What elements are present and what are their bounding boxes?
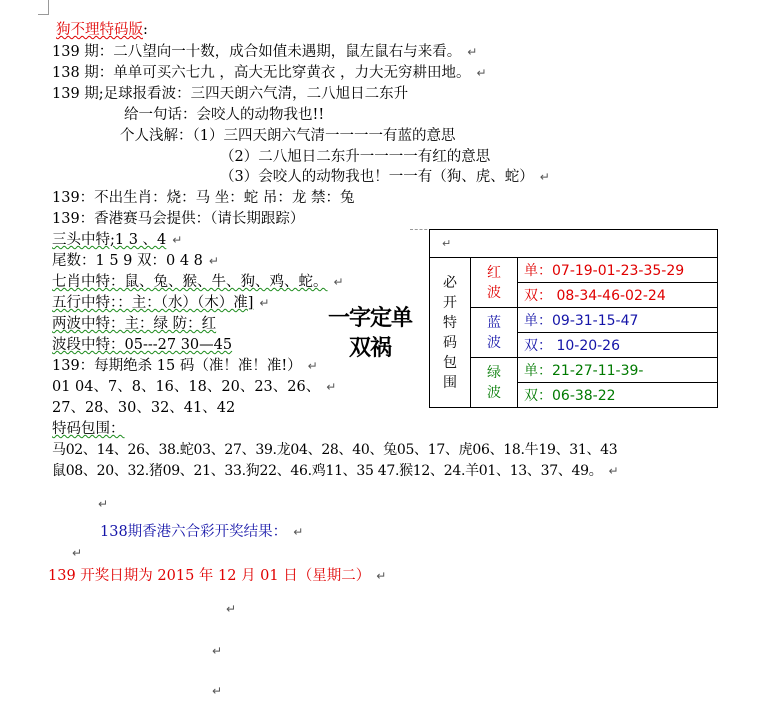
text-line-21 (52, 461, 618, 481)
line-text: 七肖中特：鼠、兔、猴、牛、狗、鸡、蛇。 (52, 274, 328, 290)
line-text: 两波中特：主：绿 防：红 (52, 316, 217, 332)
line-text: 139 期：二八望向一十数，成合如值未遇期，鼠左鼠右与来看。 (52, 44, 462, 60)
return-mark: ↵ (172, 233, 183, 247)
text-line-20 (52, 440, 617, 460)
line-text: 给一句话：会咬人的动物我也!! (124, 107, 325, 123)
text-line-6 (220, 147, 490, 167)
return-mark: ↵ (72, 546, 83, 560)
red-wave-label (471, 258, 518, 308)
text-line-14 (52, 314, 216, 334)
return-mark: ↵ (467, 45, 478, 59)
text-line-17 (52, 377, 336, 397)
return-mark: ↵ (212, 644, 223, 658)
red-wave-text: 红波 (487, 264, 501, 301)
text-line-9 (52, 209, 304, 229)
return-mark: ↵ (307, 359, 318, 373)
text-line-16 (52, 356, 318, 376)
text-line-1 (52, 42, 477, 62)
return-mark: ↵ (442, 237, 452, 250)
blue-wave-text: 蓝波 (487, 314, 501, 351)
green-single: 单：21-27-11-39- (524, 363, 644, 379)
line-text: 27、28、30、32、41、42 (52, 400, 236, 416)
blue-double-cell (518, 333, 718, 358)
return-mark: ↵ (208, 254, 219, 268)
text-line-7 (220, 167, 550, 187)
text-line-3 (52, 84, 408, 104)
line-text: 马02、14、26、38.蛇03、27、39.龙04、28、40、兔05、17、虎06、18.牛19、31、43 (52, 442, 618, 458)
line-text: 特码包围： (52, 421, 125, 437)
red-double: 双： 08-34-46-02-24 (524, 288, 666, 304)
text-line-12 (52, 272, 344, 292)
table-header-cell (430, 230, 718, 258)
line-text: （2）二八旭日二东升一一一一有红的意思 (220, 149, 491, 165)
return-mark: ↵ (293, 525, 304, 539)
blue-single-cell (518, 308, 718, 333)
result-heading-line (100, 522, 303, 542)
return-mark: ↵ (476, 66, 487, 80)
return-mark: ↵ (539, 170, 550, 184)
text-line-11 (52, 251, 219, 271)
line-text: 139：香港赛马会提供：（请长期跟踪） (52, 211, 305, 227)
title-colon: : (143, 22, 148, 38)
result-heading: 138期香港六合彩开奖结果： (100, 524, 288, 540)
text-line-13 (52, 293, 269, 313)
return-mark: ↵ (326, 380, 337, 394)
return-mark: ↵ (98, 497, 109, 511)
text-line-4 (124, 105, 324, 125)
doc-title: 狗不理特码版 (56, 22, 143, 38)
line-text: 139 期;足球报看波：三四天朗六气清，二八旭日二东升 (52, 86, 409, 102)
text-line-5 (120, 126, 455, 146)
line-text: 139：不出生肖：烧：马 坐：蛇 吊：龙 禁：兔 (52, 190, 355, 206)
table-left-text: 必开特码包围 (443, 274, 457, 391)
red-single-cell (518, 258, 718, 283)
green-wave-text: 绿波 (487, 364, 501, 401)
table-left-label (430, 258, 471, 408)
doc-title-line (56, 20, 148, 40)
line-text: 01 04、7、8、16、18、20、23、26、 (52, 379, 321, 395)
text-line-2 (52, 63, 487, 83)
page-corner-mark (38, 0, 49, 15)
text-line-15 (52, 335, 232, 355)
line-text: （3）会咬人的动物我也！一一有（狗、虎、蛇） (220, 169, 534, 185)
text-line-8 (52, 188, 355, 208)
text-line-10 (52, 230, 182, 250)
special-number-table (429, 229, 718, 408)
line-text: 波段中特：05---27 30—45 (52, 337, 233, 353)
return-mark: ↵ (212, 684, 223, 698)
return-mark: ↵ (226, 602, 237, 616)
green-double-cell (518, 383, 718, 408)
draw-date-line (48, 566, 386, 586)
green-single-cell (518, 358, 718, 383)
blue-single: 单：09-31-15-47 (524, 313, 639, 329)
text-line-18 (52, 398, 235, 418)
line-text: 139：每期绝杀 15 码（准！准！准!） (52, 358, 302, 374)
return-mark: ↵ (608, 464, 619, 478)
draw-date: 139 开奖日期为 2015 年 12 月 01 日（星期二） (48, 568, 371, 584)
line-text: 五行中特：：主：（水）（木）准] (52, 295, 254, 311)
blue-wave-label (471, 308, 518, 358)
big-label: 一字定单双祸 (327, 306, 412, 361)
line-text: 鼠08、20、32.猪09、21、33.狗22、46.鸡11、35 47.猴12、24.羊01、13、37、49。 (52, 463, 603, 479)
text-line-19 (52, 419, 125, 439)
return-mark: ↵ (259, 296, 270, 310)
return-mark: ↵ (333, 275, 344, 289)
line-text: 个人浅解：（1）三四天朗六气清一一一一有蓝的意思 (120, 128, 456, 144)
return-mark: ↵ (376, 569, 387, 583)
red-double-cell (518, 283, 718, 308)
red-single: 单：07-19-01-23-35-29 (524, 263, 685, 279)
green-wave-label (471, 358, 518, 408)
blue-double: 双： 10-20-26 (524, 338, 620, 354)
line-text: 尾数：1 5 9 双：0 4 8 (52, 253, 203, 269)
line-text: 138 期：单单可买六七九 ，高大无比穿黄衣 ，力大无穷耕田地。 (52, 65, 471, 81)
line-text: 三头中特;1 3 、4 (52, 232, 167, 248)
green-double: 双：06-38-22 (524, 388, 616, 404)
